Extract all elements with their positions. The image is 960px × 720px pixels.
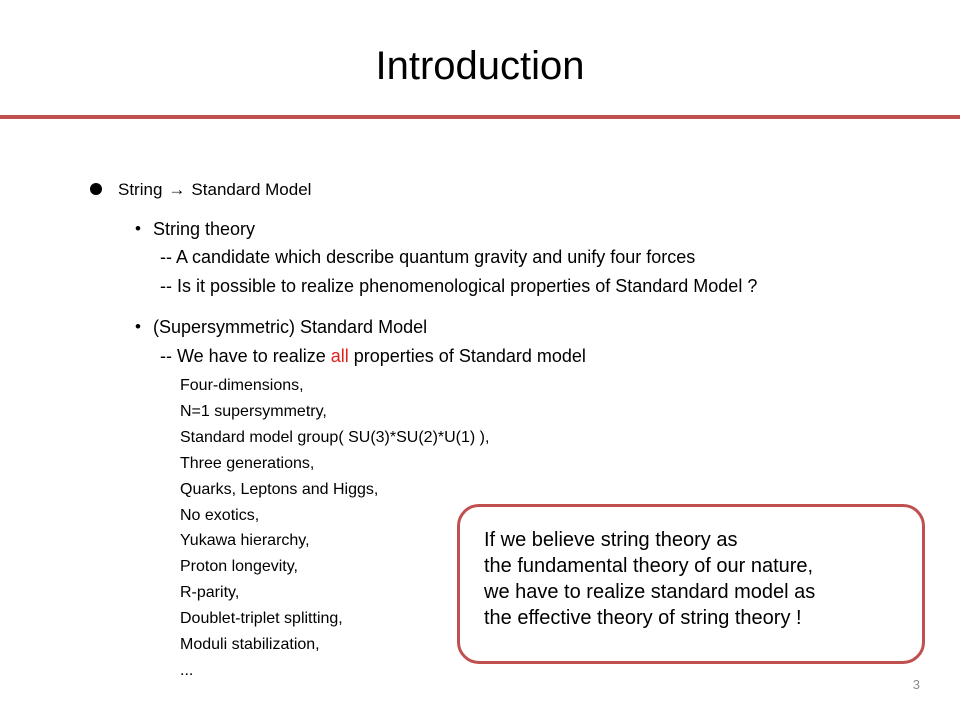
topic-line [118,178,311,202]
topic-right-text: Standard Model [191,180,312,199]
callout-line: we have to realize standard model as [484,581,816,603]
string-theory-heading: String theory [153,219,256,239]
requirement-item: N=1 supersymmetry, [180,402,327,420]
page-number: 3 [912,677,920,692]
conclusion-callout [457,504,925,664]
highlight-word: all [330,346,349,366]
topic-left-text: String [118,180,163,199]
requirement-item: Doublet-triplet splitting, [180,610,343,628]
line-text-before: -- We have to realize [160,346,331,366]
sub-bullet-icon: • [135,317,141,336]
requirement-item: Three generations, [180,454,315,472]
standard-model-line [160,343,586,369]
sub-bullet-icon: • [135,219,141,238]
main-bullet-icon [90,183,102,195]
requirement-item: No exotics, [180,506,260,524]
requirement-item: Quarks, Leptons and Higgs, [180,480,379,498]
string-theory-line-2: -- Is it possible to realize phenomenological properties of Standard Model ? [160,276,758,296]
slide-title: Introduction [375,44,585,88]
callout-line: the fundamental theory of our nature, [484,555,814,577]
callout-line: the effective theory of string theory ! [484,607,802,629]
string-theory-line-1: -- A candidate which describe quantum gravity and unify four forces [160,247,696,267]
standard-model-heading: (Supersymmetric) Standard Model [153,317,428,337]
requirement-item: Proton longevity, [180,558,298,576]
title-divider [0,115,960,119]
requirements-list [180,373,489,684]
right-arrow-icon: → [168,180,186,199]
requirement-item: R-parity, [180,584,240,602]
line-text-after: properties of Standard model [348,346,586,366]
requirement-item: ... [180,661,194,679]
requirement-item: Four-dimensions, [180,377,304,394]
callout-line: If we believe string theory as [484,529,738,551]
requirement-item: Standard model group( SU(3)*SU(2)*U(1) ), [180,428,490,446]
requirement-item: Yukawa hierarchy, [180,532,310,550]
requirement-item: Moduli stabilization, [180,636,320,654]
